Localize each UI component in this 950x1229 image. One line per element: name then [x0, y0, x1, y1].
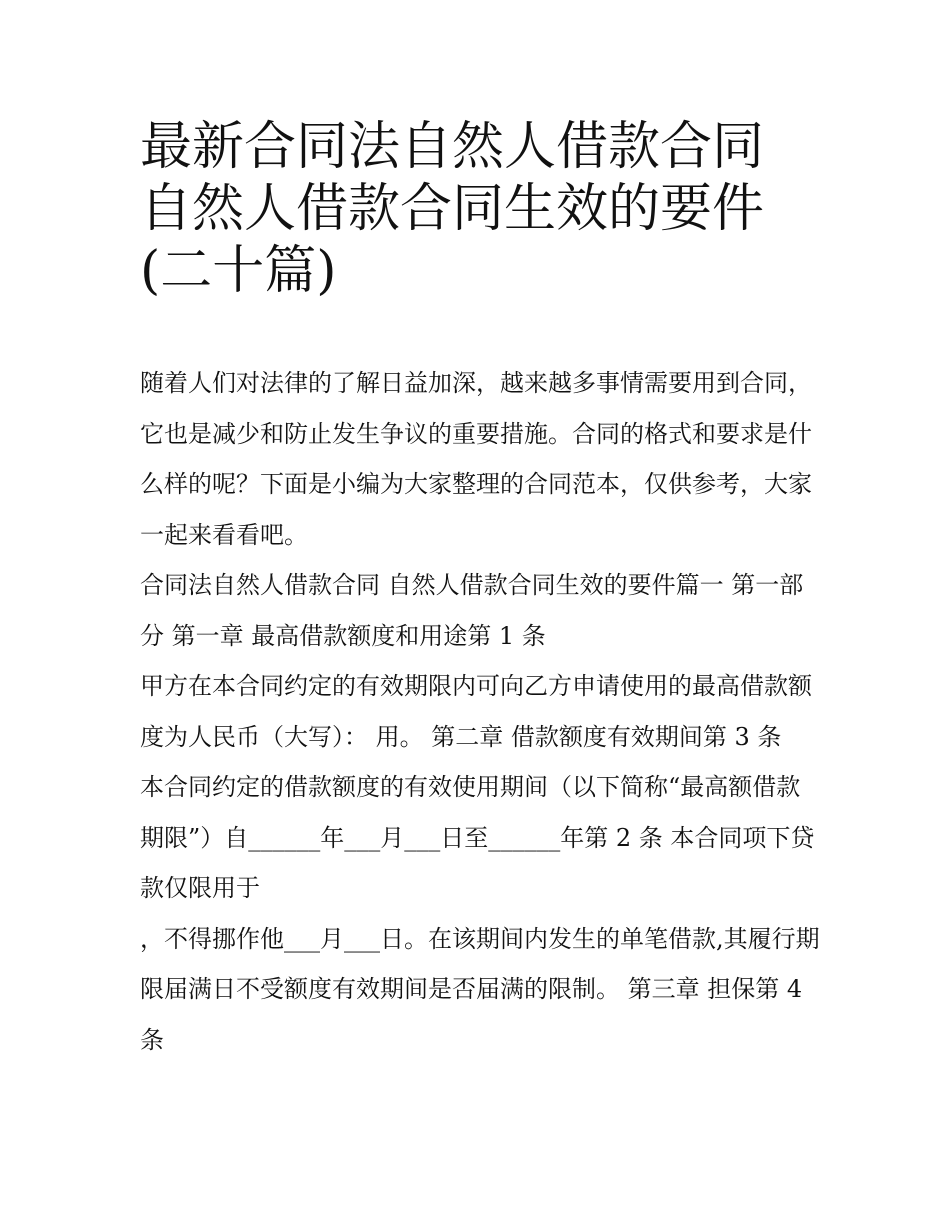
paragraph-chapter-one: 合同法自然人借款合同 自然人借款合同生效的要件篇一 第一部分 第一章 最高借款额度和用途第 1 条 [140, 571, 804, 650]
document-body [140, 358, 820, 1065]
paragraph-intro: 随着人们对法律的了解日益加深，越来越多事情需要用到合同，它也是减少和防止发生争议的重要措施。合同的格式和要求是什么样的呢？下面是小编为大家整理的合同范本，仅供参考，大家一起来看看吧。 [140, 369, 812, 549]
paragraph-guarantee: ，不得挪作他___月___日。在该期间内发生的单笔借款,其履行期限届满日不受额度有效期间是否届满的限制。 第三章 担保第 4 条 [140, 924, 820, 1054]
document-title: 最新合同法自然人借款合同 自然人借款合同生效的要件(二十篇) [140, 117, 765, 301]
paragraph-credit-limit: 甲方在本合同约定的有效期限内可向乙方申请使用的最高借款额度为人民币（大写）： 用。 第二章 借款额度有效期间第 3 条 [140, 672, 812, 751]
paragraph-validity-period: 本合同约定的借款额度的有效使用期间（以下简称“最高额借款期限”）自______年___月___日至______年第 2 条 本合同项下贷款仅限用于 [140, 773, 815, 902]
